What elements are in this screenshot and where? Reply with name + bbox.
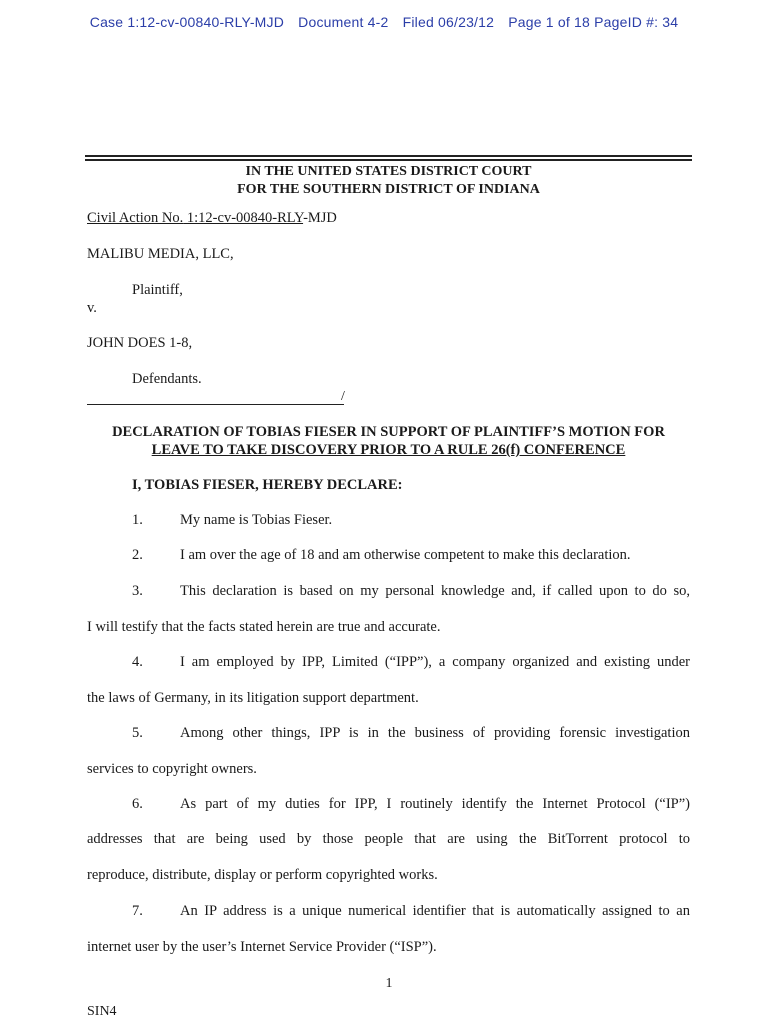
civil-action-suffix: -MJD [303, 210, 337, 226]
double-rule-divider [85, 155, 692, 161]
paragraph-6-line1: As part of my duties for IPP, I routinely identify the Internet Protocol (“IP”) [180, 796, 690, 812]
civil-action-label: Civil Action No. [87, 210, 184, 226]
declaration-title-line1: DECLARATION OF TOBIAS FIESER IN SUPPORT OF PLAINTIFF’S MOTION FOR [112, 424, 665, 440]
declare-heading: I, TOBIAS FIESER, HEREBY DECLARE: [132, 477, 403, 493]
page-number: 1 [385, 976, 393, 991]
declaration-title-line2: LEAVE TO TAKE DISCOVERY PRIOR TO A RULE 26(f) CONFERENCE [151, 442, 626, 458]
caption-slash: / [341, 389, 345, 404]
court-heading-line1: IN THE UNITED STATES DISTRICT COURT [245, 164, 532, 179]
paragraph-1-number: 1. [132, 512, 143, 528]
declaration-title [85, 423, 692, 459]
paragraph-7-number: 7. [132, 903, 143, 919]
paragraph-4-number: 4. [132, 654, 143, 670]
case-number: Case 1:12-cv-00840-RLY-MJD [89, 14, 285, 30]
civil-action-number: 1:12-cv-00840-RLY [183, 210, 304, 226]
paragraph-7-line2: internet user by the user’s Internet Service Provider (“ISP”). [87, 939, 437, 955]
caption-rule [87, 404, 344, 405]
paragraph-5-line1: Among other things, IPP is in the business of providing forensic investigation [180, 725, 690, 741]
paragraph-2-text: I am over the age of 18 and am otherwise competent to make this declaration. [180, 547, 631, 563]
paragraph-3-line1: This declaration is based on my personal knowledge and, if called upon to do so, [180, 583, 690, 599]
versus: v. [87, 300, 97, 316]
document-number: Document 4-2 [298, 14, 389, 30]
footer-code: SIN4 [87, 1004, 117, 1019]
filed-date: Filed 06/23/12 [402, 14, 495, 30]
court-heading-line2: FOR THE SOUTHERN DISTRICT OF INDIANA [237, 182, 540, 197]
paragraph-1-text: My name is Tobias Fieser. [180, 512, 333, 528]
paragraph-4-line1: I am employed by IPP, Limited (“IPP”), a company organized and existing under [180, 654, 690, 670]
paragraph-6-number: 6. [132, 796, 143, 812]
page-id: Page 1 of 18 PageID #: 34 [508, 14, 679, 30]
civil-action-line [87, 210, 337, 227]
plaintiff-role: Plaintiff, [132, 282, 183, 298]
paragraph-5-line2: services to copyright owners. [87, 761, 257, 777]
paragraph-3-number: 3. [132, 583, 143, 599]
paragraph-5-number: 5. [132, 725, 143, 741]
court-heading [85, 163, 692, 199]
paragraph-4-line2: the laws of Germany, in its litigation support department. [87, 690, 419, 706]
defendant-role: Defendants. [132, 371, 202, 387]
paragraph-6-line2: addresses that are being used by those people that are using the BitTorrent protocol to [87, 831, 690, 847]
plaintiff-name: MALIBU MEDIA, LLC, [87, 246, 234, 262]
paragraph-7-line1: An IP address is a unique numerical identifier that is automatically assigned to an [180, 903, 690, 919]
paragraph-6-line3: reproduce, distribute, display or perform copyrighted works. [87, 867, 438, 883]
paragraph-2-number: 2. [132, 547, 143, 563]
defendant-name: JOHN DOES 1-8, [87, 335, 193, 351]
paragraph-3-line2: I will testify that the facts stated herein are true and accurate. [87, 619, 441, 635]
ecf-header-stamp [0, 14, 768, 30]
